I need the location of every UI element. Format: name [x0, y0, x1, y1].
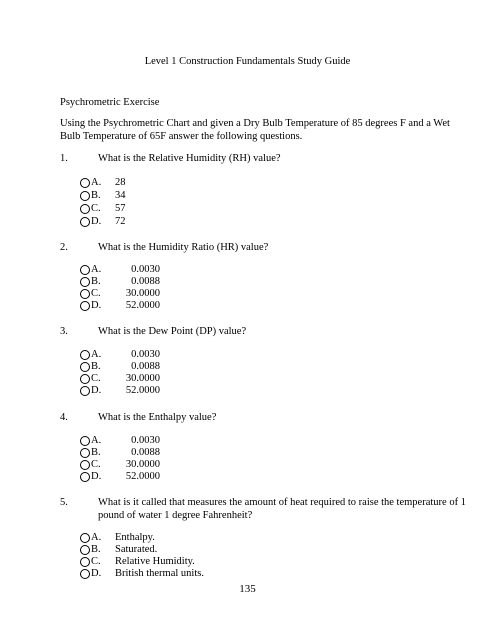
- option-label: B.: [91, 361, 101, 372]
- question-number: 2.: [60, 242, 68, 253]
- radio-button[interactable]: [80, 277, 90, 287]
- radio-button[interactable]: [80, 436, 90, 446]
- intro-paragraph: [60, 117, 450, 143]
- question-text-line: What is the Relative Humidity (RH) value?: [98, 153, 281, 164]
- option-label: B.: [91, 447, 101, 458]
- option-label: D.: [91, 568, 102, 579]
- radio-button[interactable]: [80, 448, 90, 458]
- option-value: 0.0030: [131, 435, 160, 446]
- radio-button[interactable]: [80, 460, 90, 470]
- radio-button[interactable]: [80, 472, 90, 482]
- option-label: C.: [91, 556, 101, 567]
- option-label: D.: [91, 385, 102, 396]
- option-value: 72: [115, 216, 126, 227]
- radio-button[interactable]: [80, 191, 90, 201]
- option-label: C.: [91, 203, 101, 214]
- radio-button[interactable]: [80, 545, 90, 555]
- radio-button[interactable]: [80, 289, 90, 299]
- option-value: 28: [115, 177, 126, 188]
- question-text-line: What is the Enthalpy value?: [98, 412, 217, 423]
- question-text: [98, 325, 246, 338]
- question-text: [98, 411, 216, 424]
- radio-button[interactable]: [80, 301, 90, 311]
- option-value: Saturated.: [115, 544, 158, 555]
- option-value: Relative Humidity.: [115, 556, 195, 567]
- option-label: C.: [91, 288, 101, 299]
- question-number: 5.: [60, 497, 68, 508]
- radio-button[interactable]: [80, 265, 90, 275]
- option-label: A.: [91, 435, 102, 446]
- radio-button[interactable]: [80, 362, 90, 372]
- option-label: D.: [91, 471, 102, 482]
- option-value: 30.0000: [125, 288, 160, 299]
- option-label: B.: [91, 190, 101, 201]
- option-value: 30.0000: [125, 459, 160, 470]
- option-label: D.: [91, 216, 102, 227]
- option-label: B.: [91, 276, 101, 287]
- intro-line: Using the Psychrometric Chart and given a Dry Bulb Temperature of 85 degrees F and a Wet: [60, 118, 450, 129]
- radio-button[interactable]: [80, 204, 90, 214]
- radio-button[interactable]: [80, 386, 90, 396]
- question-text-line: What is it called that measures the amount of heat required to raise the temperature of 1: [98, 497, 466, 508]
- option-value: 34: [115, 190, 126, 201]
- radio-button[interactable]: [80, 350, 90, 360]
- option-value: 0.0088: [131, 276, 160, 287]
- radio-button[interactable]: [80, 374, 90, 384]
- radio-button[interactable]: [80, 217, 90, 227]
- option-label: A.: [91, 264, 102, 275]
- option-value: British thermal units.: [115, 568, 204, 579]
- page-header: Level 1 Construction Fundamentals Study Guide: [144, 56, 351, 67]
- option-label: A.: [91, 177, 102, 188]
- section-title: Psychrometric Exercise: [60, 97, 160, 108]
- option-value: 0.0030: [131, 349, 160, 360]
- option-label: A.: [91, 532, 102, 543]
- option-value: 52.0000: [125, 471, 160, 482]
- option-value: 30.0000: [125, 373, 160, 384]
- question-text: [98, 496, 466, 522]
- option-label: C.: [91, 459, 101, 470]
- question-text: [98, 152, 281, 165]
- option-value: Enthalpy.: [115, 532, 155, 543]
- radio-button[interactable]: [80, 557, 90, 567]
- intro-line: Bulb Temperature of 65F answer the following questions.: [60, 131, 303, 142]
- question-number: 1.: [60, 153, 68, 164]
- option-label: C.: [91, 373, 101, 384]
- option-value: 0.0088: [131, 447, 160, 458]
- question-text-line: What is the Dew Point (DP) value?: [98, 326, 247, 337]
- question-number: 3.: [60, 326, 68, 337]
- page-number: 135: [239, 583, 256, 595]
- option-value: 0.0088: [131, 361, 160, 372]
- option-value: 52.0000: [125, 385, 160, 396]
- question-text: [98, 241, 268, 254]
- option-value: 57: [115, 203, 126, 214]
- option-value: 0.0030: [131, 264, 160, 275]
- option-label: B.: [91, 544, 101, 555]
- radio-button[interactable]: [80, 533, 90, 543]
- option-value: 52.0000: [125, 300, 160, 311]
- question-number: 4.: [60, 412, 68, 423]
- radio-button[interactable]: [80, 569, 90, 579]
- question-text-line: What is the Humidity Ratio (HR) value?: [98, 242, 269, 253]
- option-label: A.: [91, 349, 102, 360]
- radio-button[interactable]: [80, 178, 90, 188]
- question-text-line: pound of water 1 degree Fahrenheit?: [98, 510, 253, 521]
- option-label: D.: [91, 300, 102, 311]
